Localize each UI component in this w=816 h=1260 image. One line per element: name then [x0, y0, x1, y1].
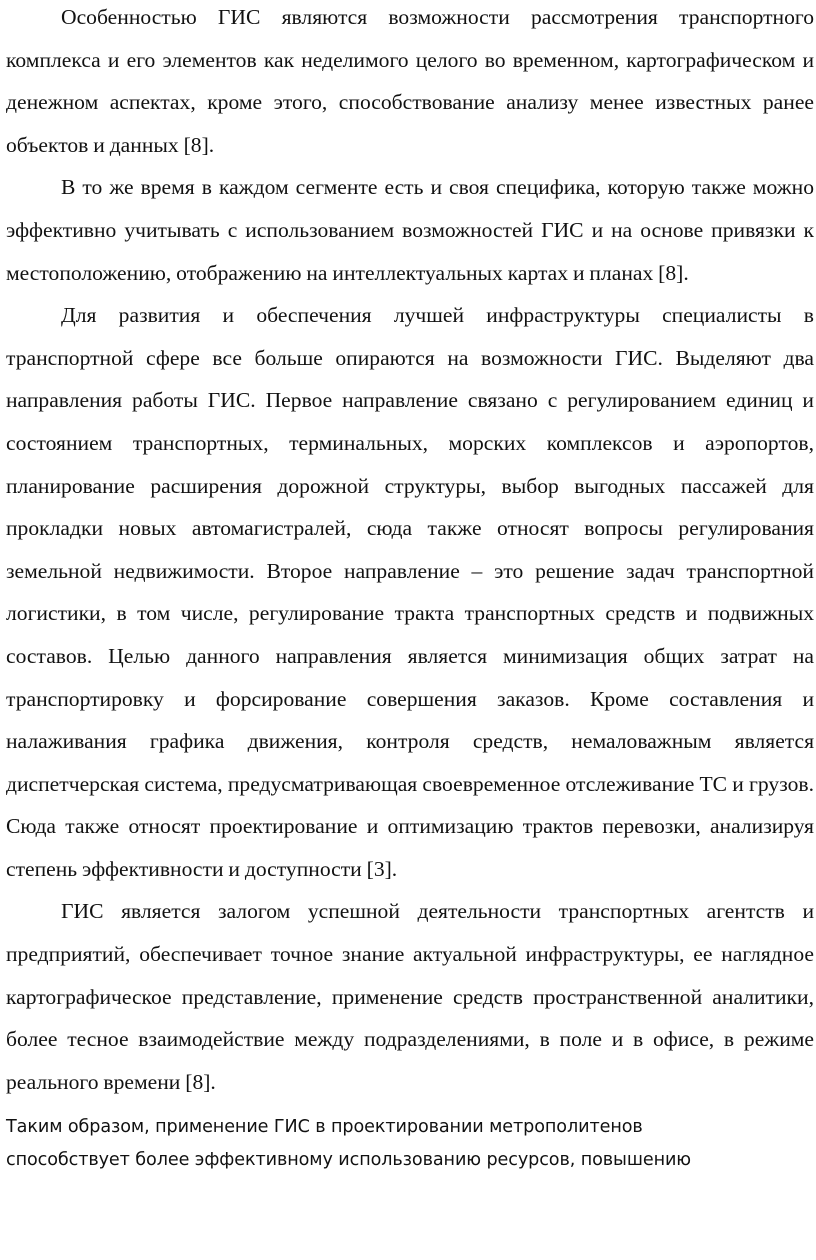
paragraph-4: ГИС является залогом успешной деятельности транспортных агентств и предприятий, обеспечивает точное знание актуальной инфраструктуры, ее наглядное картографическое представление, применение средств пространственной аналитики, более тесное взаимодействие между подразделениями, в поле и в офисе, в режиме реального времени [8].	[6, 899, 814, 1094]
paragraph-3: Для развития и обеспечения лучшей инфраструктуры специалисты в транспортной сфере все больше опираются на возможности ГИС. Выделяют два направления работы ГИС. Первое направление связано с регулированием единиц и состоянием транспортных, терминальных, морских комплексов и аэропортов, планирование расширения дорожной структуры, выбор выгодных пассажей для прокладки новых автомагистралей, сюда также относят вопросы регулирования земельной недвижимости. Второе направление – это решение задач транспортной логистики, в том числе, регулирование тракта транспортных средств и подвижных составов. Целью данного направления является минимизация общих затрат на транспортировку и форсирование совершения заказов. Кроме составления и налаживания графика движения, контроля средств, немаловажным является диспетчерская система, предусматривающая своевременное отслеживание ТС и грузов. Сюда также относят проектирование и оптимизацию трактов перевозки, анализируя степень эффективности и доступности [3].	[6, 303, 814, 881]
conclusion-line-1: Таким образом, применение ГИС в проектировании метрополитенов	[6, 1117, 643, 1138]
conclusion-fragment	[6, 1111, 814, 1177]
paragraph-1: Особенностью ГИС являются возможности рассмотрения транспортного комплекса и его элементов как неделимого целого во временном, картографическом и денежном аспектах, кроме этого, способствование анализу менее известных ранее объектов и данных [8].	[6, 5, 814, 157]
conclusion-line-2: способствует более эффективному использованию ресурсов, повышению	[6, 1150, 692, 1171]
paragraph-2: В то же время в каждом сегменте есть и своя специфика, которую также можно эффективно учитывать с использованием возможностей ГИС и на основе привязки к местоположению, отображению на интеллектуальных картах и планах [8].	[6, 175, 814, 285]
